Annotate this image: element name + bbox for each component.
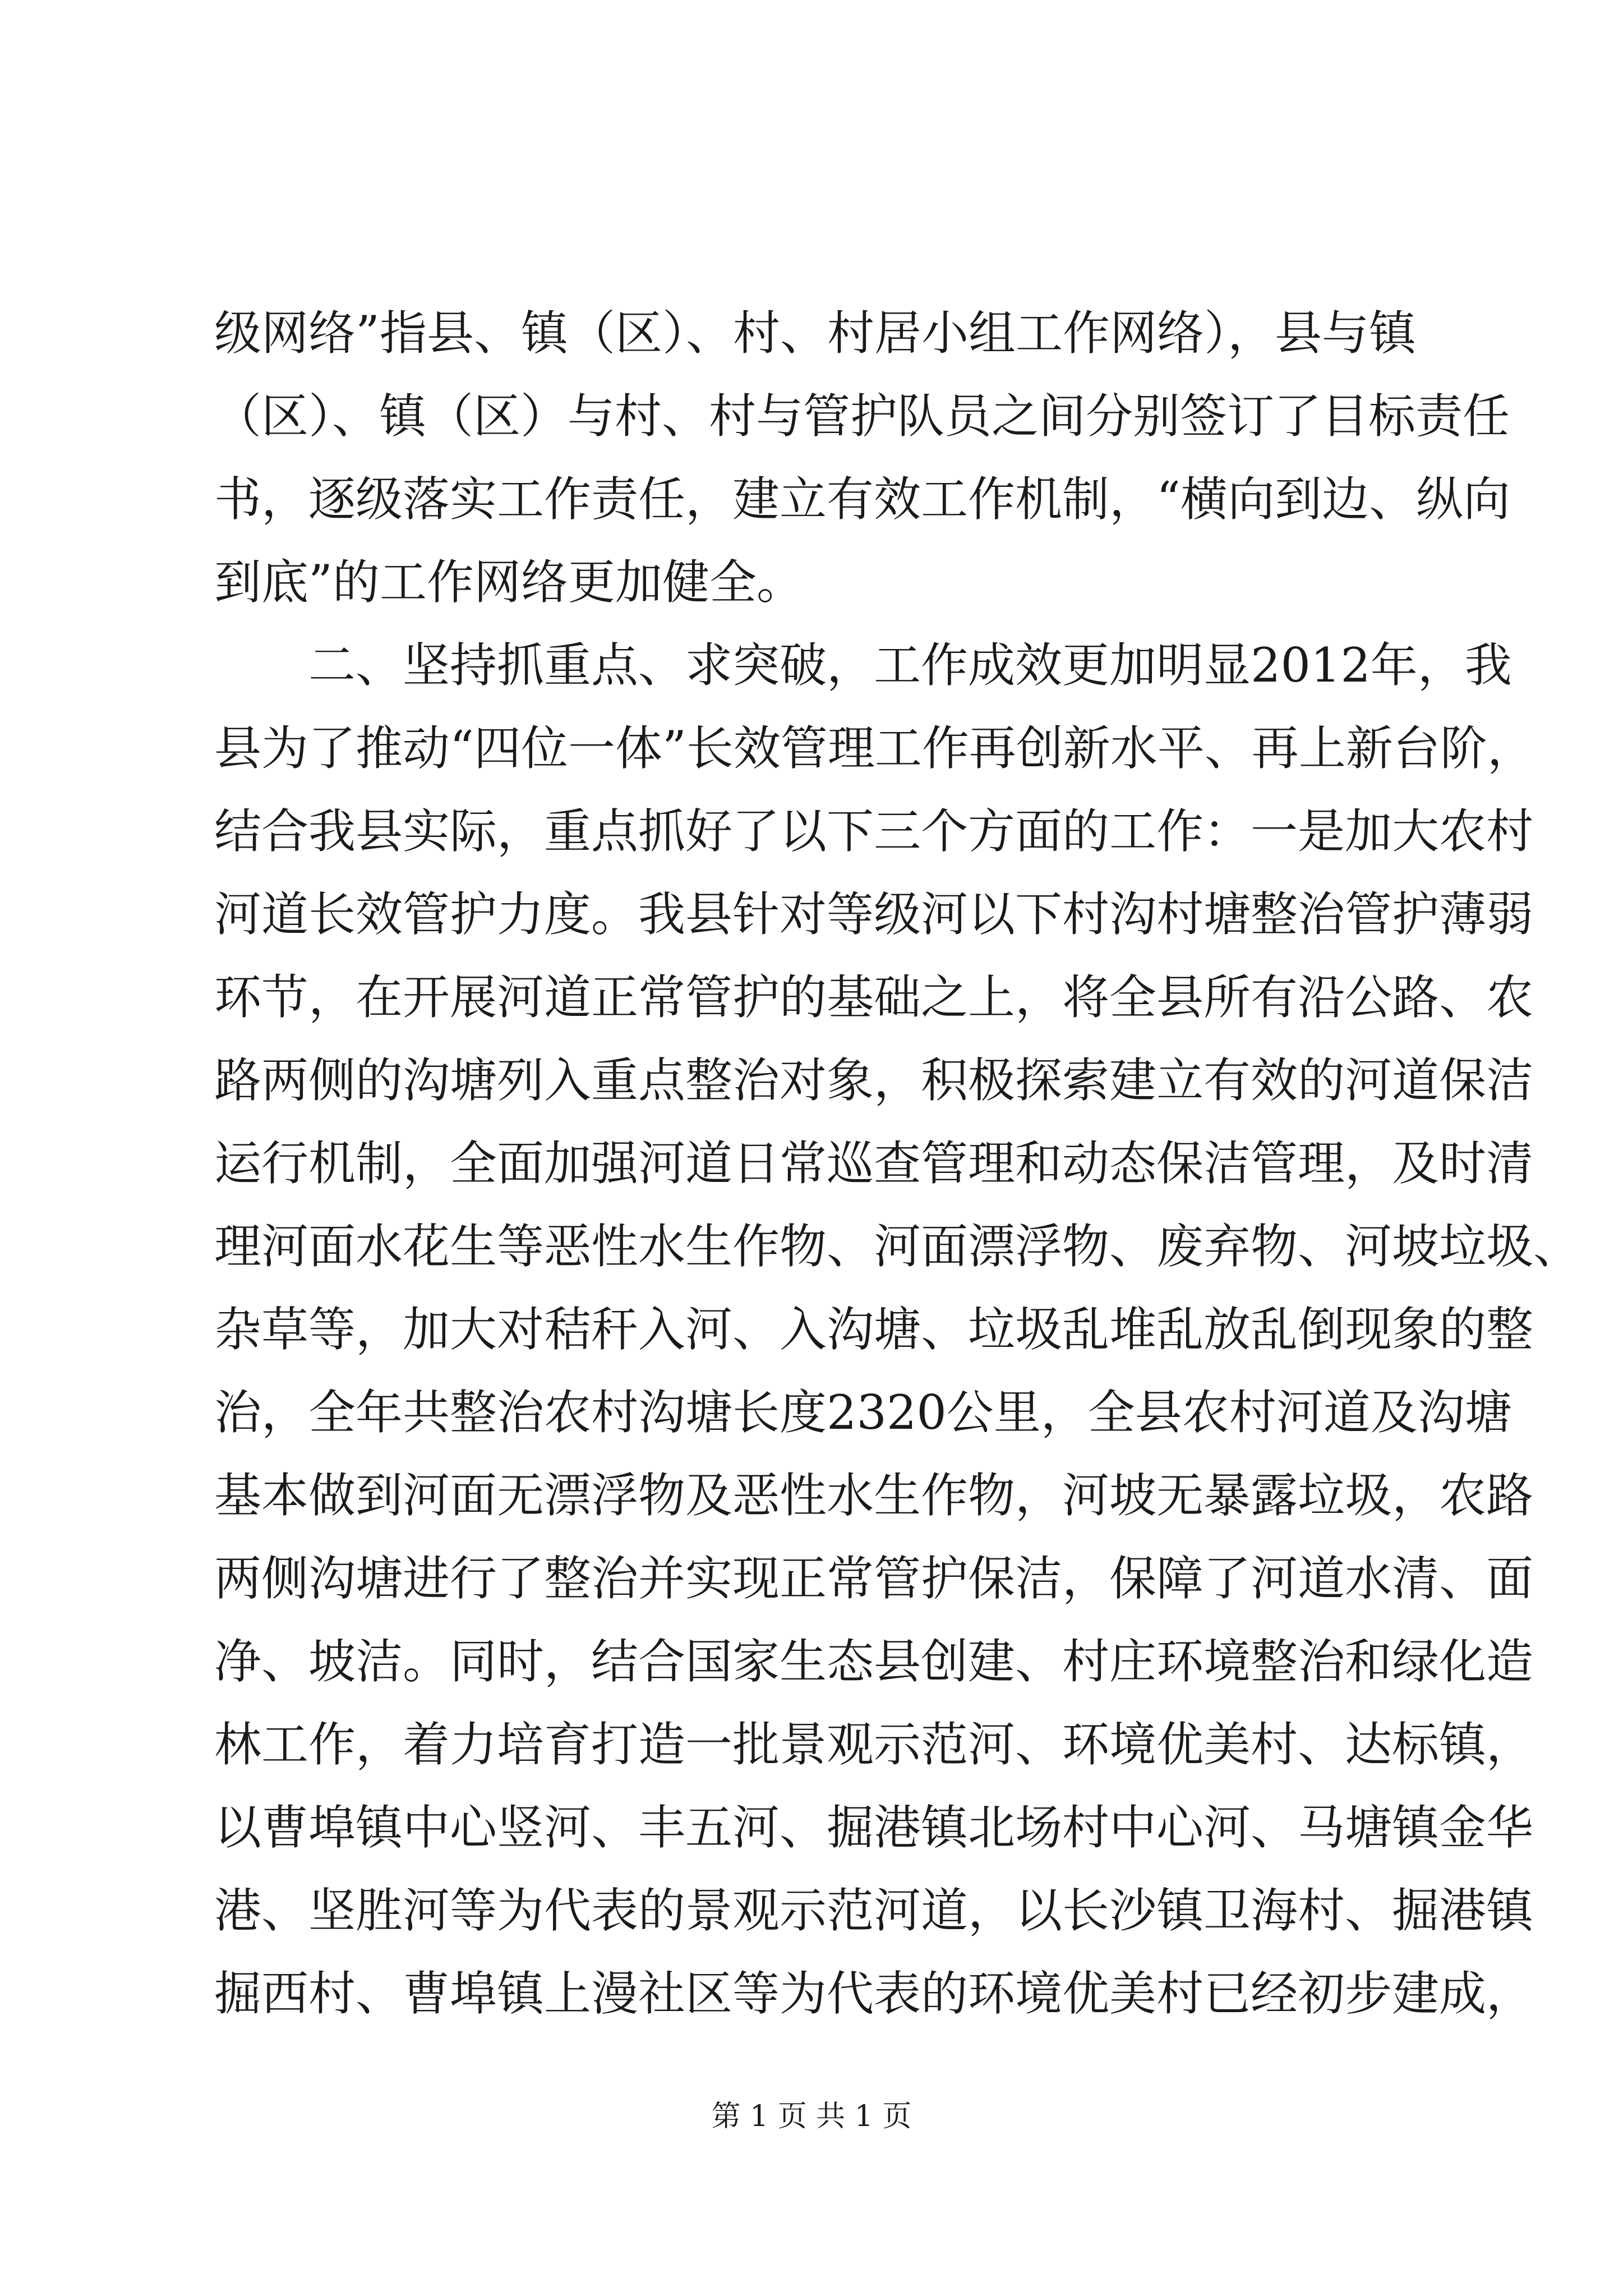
text-line: 级网络”指县、镇（区）、村、村居小组工作网络），县与镇	[214, 306, 1416, 361]
text-line: 路两侧的沟塘列入重点整治对象，积极探索建立有效的河道保洁	[214, 1053, 1534, 1108]
text-line: 掘西村、曹埠镇上漫社区等为代表的环境优美村已经初步建成，	[214, 1966, 1534, 2021]
text-line: 净、坡洁。同时，结合国家生态县创建、村庄环境整治和绿化造	[214, 1634, 1534, 1689]
body-text	[214, 292, 1581, 2035]
text-line: 运行机制，全面加强河道日常巡查管理和动态保洁管理，及时清	[214, 1136, 1534, 1191]
text-line: 县为了推动“四位一体”长效管理工作再创新水平、再上新台阶，	[214, 721, 1534, 776]
text-line: 到底”的工作网络更加健全。	[214, 555, 804, 610]
text-line: 治，全年共整治农村沟塘长度2320公里，全县农村河道及沟塘	[214, 1385, 1512, 1440]
text-line: 港、坚胜河等为代表的景观示范河道，以长沙镇卫海村、掘港镇	[214, 1883, 1534, 1938]
text-line: 以曹埠镇中心竖河、丰五河、掘港镇北场村中心河、马塘镇金华	[214, 1800, 1534, 1855]
text-line: 基本做到河面无漂浮物及恶性水生作物，河坡无暴露垃圾，农路	[214, 1468, 1534, 1523]
text-line: 书，逐级落实工作责任，建立有效工作机制，“横向到边、纵向	[214, 472, 1510, 527]
text-line: （区）、镇（区）与村、村与管护队员之间分别签订了目标责任	[214, 389, 1510, 444]
text-line: 环节，在开展河道正常管护的基础之上，将全县所有沿公路、农	[214, 970, 1534, 1025]
text-line: 河道长效管护力度。我县针对等级河以下村沟村塘整治管护薄弱	[214, 887, 1534, 942]
page-footer	[0, 2097, 1623, 2136]
text-line: 理河面水花生等恶性水生作物、河面漂浮物、废弃物、河坡垃圾、	[214, 1219, 1581, 1274]
page-number-label: 第 1 页 共 1 页	[711, 2100, 912, 2133]
text-line: 两侧沟塘进行了整治并实现正常管护保洁，保障了河道水清、面	[214, 1551, 1534, 1606]
text-line: 林工作，着力培育打造一批景观示范河、环境优美村、达标镇，	[214, 1717, 1534, 1772]
text-line: 杂草等，加大对秸秆入河、入沟塘、垃圾乱堆乱放乱倒现象的整	[214, 1302, 1534, 1357]
text-line: 结合我县实际，重点抓好了以下三个方面的工作：一是加大农村	[214, 804, 1534, 859]
paragraph-first-line: 二、坚持抓重点、求突破，工作成效更加明显2012年，我	[308, 638, 1512, 693]
